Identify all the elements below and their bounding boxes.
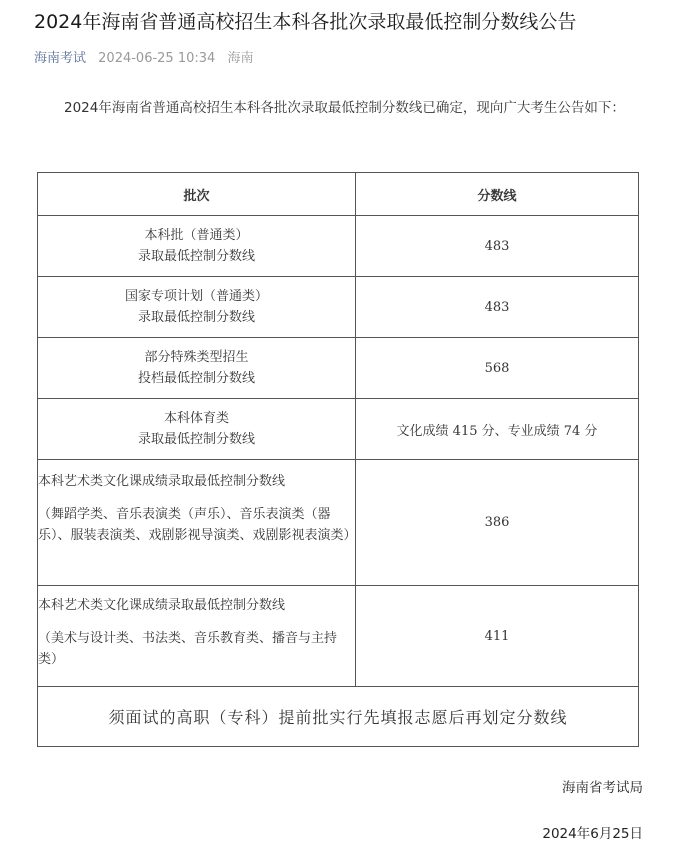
- batch-name: 本科艺术类文化课成绩录取最低控制分数线: [38, 474, 286, 489]
- batch-name: 部分特殊类型招生: [144, 350, 249, 365]
- issuer-signature: 海南省考试局: [562, 780, 643, 796]
- score-table: [37, 172, 639, 747]
- score-value: 411: [356, 586, 639, 687]
- score-value: 483: [356, 216, 639, 277]
- batch-cell: [38, 277, 356, 338]
- header-batch: 批次: [38, 173, 356, 216]
- table-footer-row: [38, 687, 639, 747]
- score-value: 483: [356, 277, 639, 338]
- batch-name: 本科批（普通类）: [144, 228, 249, 243]
- line-gap: [38, 616, 355, 628]
- issue-date: 2024年6月25日: [542, 826, 643, 842]
- table-row: [38, 399, 639, 460]
- batch-desc: 录取最低控制分数线: [137, 310, 255, 325]
- table-header-row: [38, 173, 639, 216]
- score-value: 文化成绩 415 分、专业成绩 74 分: [356, 399, 639, 460]
- table-row: [38, 460, 639, 586]
- score-value: 386: [356, 460, 639, 586]
- publish-location: 海南: [227, 51, 254, 66]
- table-row: [38, 216, 639, 277]
- article-meta: [34, 50, 253, 68]
- batch-name: 本科体育类: [163, 411, 229, 426]
- table-row: [38, 277, 639, 338]
- footer-note: 须面试的高职（专科）提前批实行先填报志愿后再划定分数线: [38, 687, 639, 747]
- batch-desc: 录取最低控制分数线: [137, 249, 255, 264]
- batch-desc: （美术与设计类、书法类、音乐教育类、播音与主持类）: [38, 631, 338, 667]
- line-gap: [38, 492, 355, 504]
- batch-desc: 投档最低控制分数线: [137, 371, 255, 386]
- score-value: 568: [356, 338, 639, 399]
- batch-cell: [38, 586, 356, 687]
- batch-cell: [38, 338, 356, 399]
- batch-cell: [38, 460, 356, 586]
- header-score: 分数线: [356, 173, 639, 216]
- batch-cell: [38, 399, 356, 460]
- publish-time: 2024-06-25 10:34: [98, 51, 216, 66]
- batch-desc: （舞蹈学类、音乐表演类（声乐）、音乐表演类（器乐）、服装表演类、戏剧影视导演类、戏剧影视表演类）: [38, 507, 357, 543]
- intro-paragraph: 2024年海南省普通高校招生本科各批次录取最低控制分数线已确定，现向广大考生公告如下：: [64, 100, 625, 116]
- batch-name: 国家专项计划（普通类）: [124, 289, 268, 304]
- batch-cell: [38, 216, 356, 277]
- table-row: [38, 338, 639, 399]
- table-row: [38, 586, 639, 687]
- account-name-link[interactable]: 海南考试: [34, 51, 87, 66]
- article-title: 2024年海南省普通高校招生本科各批次录取最低控制分数线公告: [34, 11, 577, 33]
- batch-name: 本科艺术类文化课成绩录取最低控制分数线: [38, 598, 286, 613]
- batch-desc: 录取最低控制分数线: [137, 432, 255, 447]
